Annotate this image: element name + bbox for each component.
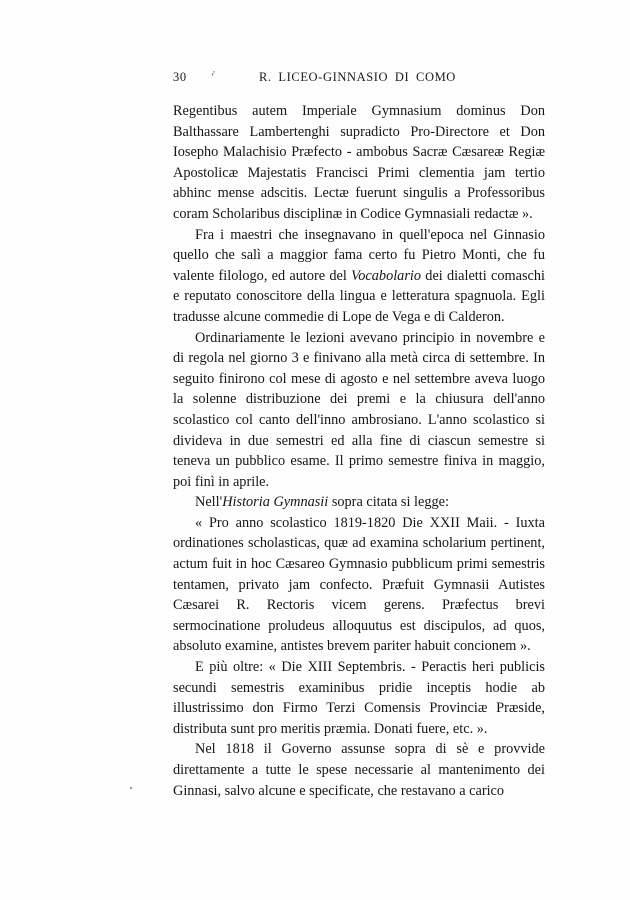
- text-run: E più oltre: « Die XIII Septembris. - Peractis heri publicis secundi semestris examinibus pridie inceptis hodie ab illustrissimo don Firmo Terzi Comensis Provinciæ Præside, distributa sunt pro meritis præmia. Donati fuere, etc. ».: [173, 659, 545, 737]
- text-run: « Pro anno scolastico 1819-1820 Die XXII Maii. - Iuxta ordinationes scholasticas, quæ ad examina scholarium pertinent, actum fuit in hoc Cæsareo Gymnasio pubblicum primi semestris tentamen, privato jam confecto. Præfuit Gymnasii Autistes Cæsarei R. Rectoris vicem gerens. Præfectus brevi sermocinatione proludeus alloquutus est discipulos, ad quos, absoluto examine, antistes brevem pariter habuit concionem ».: [173, 514, 545, 655]
- italic-title: Vocabolario: [351, 267, 422, 284]
- paragraph: [173, 328, 545, 493]
- print-mark: ': [213, 70, 216, 81]
- text-run: dei dialetti comaschi e reputato conoscitore della lingua e letteratura spagnuola. Egli tradusse alcune commedie di Lope de Vega e di Calderon.: [173, 267, 545, 325]
- scan-speck: [130, 787, 132, 789]
- text-run: Regentibus autem Imperiale Gymnasium dominus Don Balthassare Lambertenghi supradicto Pro-Directore et Don Iosepho Malachisio Præfecto - ambobus Sacræ Cæsareæ Regiæ Apostolicæ Majestatis Francisci Primi clementia jam tertio abhinc mense adscitis. Lectæ fuerunt singulis a Professoribus coram Scholaribus disciplinæ in Codice Gymnasiali redactæ ».: [173, 103, 545, 222]
- page-number: 30: [173, 70, 187, 84]
- paragraph: [173, 657, 545, 739]
- paragraph: [173, 513, 545, 657]
- italic-title: Historia Gymnasii: [222, 494, 329, 511]
- paragraph: [173, 492, 545, 513]
- text-run: Ordinariamente le lezioni avevano principio in novembre e di regola nel giorno 3 e finivano alla metà circa di settembre. In seguito finirono col mese di agosto e nel settembre aveva luogo la solenne distribuzione dei premi e la chiusura dell'anno scolastico col canto dell'inno ambrosiano. L'anno scolastico si divideva in due semestri ed alla fine di ciascun semestre si teneva un pubblico esame. Il primo semestre finiva in maggio, poi finì in aprile.: [173, 329, 545, 490]
- paragraph: [173, 739, 545, 801]
- text-run: Nell': [195, 494, 223, 511]
- text-run: Fra i maestri che insegnavano in quell'epoca nel Ginnasio quello che salì a maggior fama certo fu Pietro Monti, che fu valente filologo, ed autore del: [173, 226, 545, 284]
- text-run: sopra citata si legge:: [328, 494, 449, 511]
- running-head: R. LICEO-GINNASIO DI COMO: [259, 70, 456, 84]
- paragraph: [173, 101, 545, 225]
- scan-speck: [212, 73, 213, 76]
- body-text: [173, 101, 545, 801]
- page-header: [173, 70, 545, 90]
- text-run: Nel 1818 il Governo assunse sopra di sè e provvide direttamente a tutte le spese necessarie al mantenimento dei Ginnasi, salvo alcune e specificate, che restavano a carico: [173, 741, 545, 799]
- paragraph: [173, 225, 545, 328]
